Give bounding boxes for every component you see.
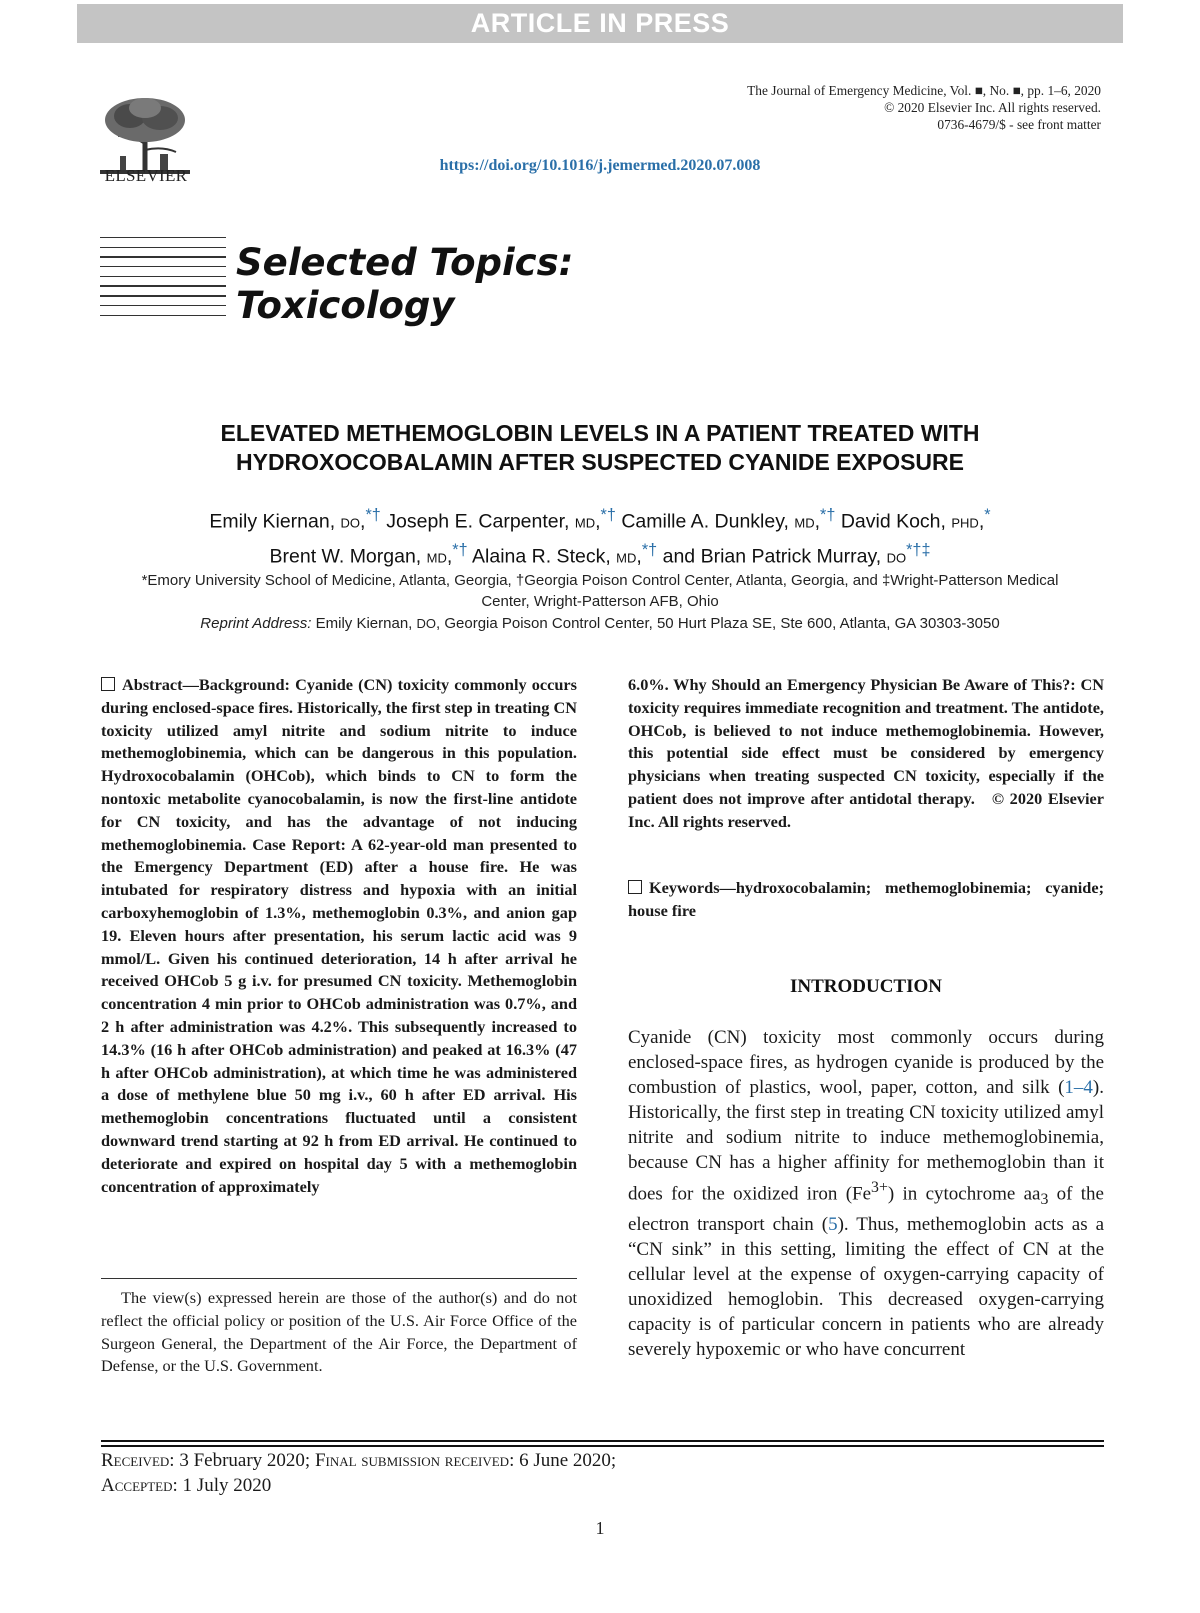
abstract-right-column: 6.0%. Why Should an Emergency Physician Be Aware of This?: CN toxicity requires immediate recognition and treatment. The antidote, OHCob, is believed to not induce methemoglobinemia. However, this potential side effect must be considered by emergency physicians when treating suspected CN toxicity, especially if the patient does not improve after antidotal therapy. © 2020 Elsevier Inc. All rights reserved. xyxy=(628,675,1104,831)
checkbox-icon xyxy=(101,677,115,691)
checkbox-icon xyxy=(628,880,642,894)
black-square-icon: ■ xyxy=(974,83,983,98)
article-title: ELEVATED METHEMOGLOBIN LEVELS IN A PATIENT TREATED WITH HYDROXOCOBALAMIN AFTER SUSPECTED CYANIDE EXPOSURE xyxy=(220,420,980,475)
footnote-rule xyxy=(101,1278,577,1279)
journal-issn: 0736-4679/$ - see front matter xyxy=(937,117,1101,132)
journal-volume-line: The Journal of Emergency Medicine, Vol. ■, No. ■, pp. 1–6, 2020 xyxy=(747,83,1101,98)
black-square-icon: ■ xyxy=(1012,83,1021,98)
author-line-1: Emily Kiernan, DO,*† Joseph E. Carpenter, MD,*† Camille A. Dunkley, MD,*† David Koch, PHD,* xyxy=(209,506,991,533)
abstract-left-column: Abstract—Background: Cyanide (CN) toxicity commonly occurs during enclosed-space fires. Historically, the first step in treating CN toxicity utilized amyl nitrite and sodium nitrite to induce methemoglobinemia, which can be dangerous in this population. Hydroxocobalamin (OHCob), which binds to CN to form the nontoxic metabolite cyanocobalamin, is now the first-line antidote for CN toxicity, and has the advantage of not inducing methemoglobinemia. Case Report: A 62-year-old man presented to the Emergency Department (ED) after a house fire. He was intubated for respiratory distress and hypoxia with an initial carboxyhemoglobin of 1.3%, methemoglobin 0.3%, and anion gap 19. Eleven hours after presentation, his serum lactic acid was 9 mmol/L. Given his continued deterioration, 14 h after arrival he received OHCob 5 g i.v. for presumed CN toxicity. Methemoglobin concentration 4 min prior to OHCob administration was 0.7%, and 2 h after administration was 4.2%. This subsequently increased to 14.3% (16 h after OHCob administration) and peaked at 16.3% (47 h after OHCob administration), at which time he was administered a dose of methylene blue 50 mg i.v., 60 h after ED arrival. His methemoglobin concentrations fluctuated until a consistent downward trend starting at 92 h from ED arrival. He continued to deteriorate and expired on hospital day 5 with a methemoglobin concentration of approximately xyxy=(101,675,577,1196)
journal-copyright: © 2020 Elsevier Inc. All rights reserved. xyxy=(884,100,1101,115)
affiliations: *Emory University School of Medicine, Atlanta, Georgia, †Georgia Poison Control Center, Atlanta, Georgia, and ‡Wright-Patterson Medical Center, Wright-Patterson AFB, Ohio xyxy=(141,572,1059,610)
introduction-body: Cyanide (CN) toxicity most commonly occurs during enclosed-space fires, as hydrogen cyanide is produced by the combustion of plastics, wool, paper, cotton, and silk (1–4). Historically, the first step in treating CN toxicity utilized amyl nitrite and sodium nitrite to induce methemoglobinemia, because CN has a higher affinity for methemoglobin than it does for the oxidized iron $(Fe^{3+})$ in cytochrome $aa_3$ of the electron transport chain (5). Thus, methemoglobin acts as a “CN sink” in this setting, limiting the effect of CN at the cellular level at the expense of oxygen-carrying capacity of unoxidized hemoglobin. This decreased oxygen-carrying capacity is of particular concern in patients who are already severely hypoxemic or who have concurrent xyxy=(628,1027,1104,1361)
keywords: Keywords—hydroxocobalamin; methemoglobinemia; cyanide; house fire xyxy=(628,878,1104,920)
doi-link[interactable]: https://doi.org/10.1016/j.jemermed.2020.07.008 xyxy=(439,157,761,174)
reprint-address: Reprint Address: Emily Kiernan, DO, Georgia Poison Control Center, 50 Hurt Plaza SE, Ste 600, Atlanta, GA 30303-3050 xyxy=(200,615,1000,632)
submission-dates: Received: 3 February 2020; Final submission received: 6 June 2020; Accepted: 1 July 2020 xyxy=(101,1450,617,1496)
bottom-rule xyxy=(101,1440,1104,1442)
author-list xyxy=(100,502,1100,571)
article-in-press-banner: ARTICLE IN PRESS xyxy=(77,4,1123,43)
journal-citation xyxy=(747,82,1101,133)
introduction-heading: INTRODUCTION xyxy=(789,976,943,997)
reference-link[interactable]: 1–4 xyxy=(1064,1077,1093,1098)
bottom-rule xyxy=(101,1445,1104,1447)
page-number: 1 xyxy=(595,1518,605,1538)
elsevier-wordmark: ELSEVIER xyxy=(104,166,188,185)
disclaimer-footnote: The view(s) expressed herein are those of the author(s) and do not reflect the official policy or position of the U.S. Air Force Office of the Surgeon General, the Department of the Air Force, the Department of Defense, or the U.S. Government. xyxy=(101,1288,577,1376)
author-line-2: Brent W. Morgan, MD,*† Alaina R. Steck, MD,*† and Brian Patrick Murray, DO*†‡ xyxy=(269,540,931,567)
reference-link[interactable]: 5 xyxy=(828,1214,838,1236)
section-title: Selected Topics: Toxicology xyxy=(236,241,574,327)
section-header-rules xyxy=(100,237,226,320)
